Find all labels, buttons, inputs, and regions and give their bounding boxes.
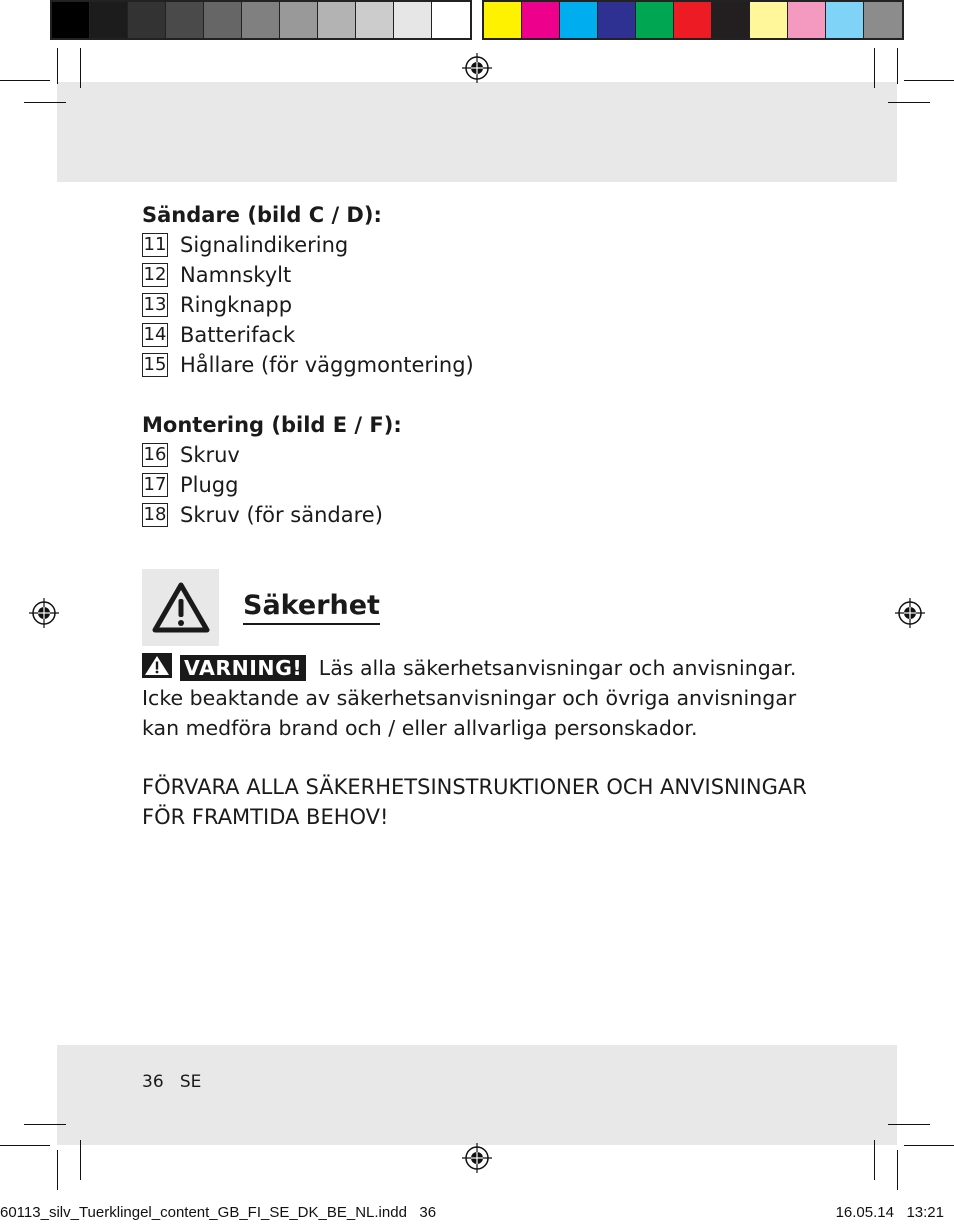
item-number: 17 bbox=[143, 474, 167, 495]
crop-mark bbox=[904, 80, 954, 81]
slug-file-info: 60113_silv_Tuerklingel_content_GB_FI_SE_DK_BE_NL.indd 36 bbox=[0, 1204, 437, 1221]
crop-mark bbox=[888, 102, 930, 103]
list-item bbox=[142, 260, 832, 290]
color-swatch bbox=[356, 2, 394, 38]
registration-mark-icon bbox=[29, 598, 59, 628]
item-number: 18 bbox=[143, 504, 167, 525]
page-number: 36 bbox=[142, 1072, 164, 1092]
color-bar-grayscale bbox=[50, 0, 472, 40]
warning-label: VARNING! bbox=[180, 655, 306, 681]
transmitter-heading: Sändare (bild C / D): bbox=[142, 203, 382, 227]
color-swatch bbox=[636, 2, 674, 38]
storage-notice: FÖRVARA ALLA SÄKERHETSINSTRUKTIONER OCH ANVISNINGAR FÖR FRAMTIDA BEHOV! bbox=[142, 775, 807, 829]
warning-text: Läs alla säkerhetsanvisningar och anvisningar. Icke beaktande av säkerhetsanvisningar och övriga anvisningar kan medföra brand och / eller allvarliga personskador. bbox=[142, 656, 797, 740]
crop-mark bbox=[24, 1124, 66, 1125]
parts-lists bbox=[142, 200, 832, 530]
footer-band bbox=[57, 1045, 897, 1145]
list-item bbox=[142, 350, 832, 380]
color-swatch bbox=[864, 2, 902, 38]
crop-mark bbox=[904, 1145, 954, 1146]
crop-mark bbox=[0, 80, 50, 81]
color-swatch bbox=[712, 2, 750, 38]
list-item bbox=[142, 440, 832, 470]
color-swatch bbox=[522, 2, 560, 38]
item-number: 11 bbox=[143, 234, 167, 255]
mounting-heading: Montering (bild E / F): bbox=[142, 413, 402, 437]
item-label: Plugg bbox=[180, 473, 239, 497]
crop-mark bbox=[897, 48, 898, 84]
item-label: Signalindikering bbox=[180, 233, 349, 257]
page-footer bbox=[142, 1072, 201, 1092]
item-number: 13 bbox=[143, 294, 167, 315]
color-swatch bbox=[204, 2, 242, 38]
color-bar-colors bbox=[482, 0, 904, 40]
list-item bbox=[142, 230, 832, 260]
color-swatch bbox=[394, 2, 432, 38]
color-swatch bbox=[318, 2, 356, 38]
warning-triangle-icon bbox=[142, 569, 219, 646]
item-number: 14 bbox=[143, 324, 167, 345]
list-item bbox=[142, 500, 832, 530]
color-swatch bbox=[242, 2, 280, 38]
registration-mark-icon bbox=[462, 1143, 492, 1173]
color-swatch bbox=[432, 2, 470, 38]
crop-mark bbox=[57, 48, 58, 84]
item-label: Skruv (för sändare) bbox=[180, 503, 383, 527]
color-swatch bbox=[826, 2, 864, 38]
registration-mark-icon bbox=[895, 598, 925, 628]
slug-date: 16.05.14 13:21 bbox=[835, 1204, 944, 1221]
language-code: SE bbox=[179, 1072, 202, 1092]
color-swatch bbox=[674, 2, 712, 38]
warning-small-icon bbox=[142, 653, 172, 678]
color-swatch bbox=[128, 2, 166, 38]
crop-mark bbox=[888, 1124, 930, 1125]
item-label: Skruv bbox=[180, 443, 240, 467]
crop-mark bbox=[874, 1140, 875, 1180]
header-band bbox=[57, 82, 897, 182]
registration-mark-icon bbox=[462, 53, 492, 83]
item-number: 15 bbox=[143, 354, 167, 375]
item-label: Batterifack bbox=[180, 323, 296, 347]
item-label: Hållare (för väggmontering) bbox=[180, 353, 474, 377]
crop-mark bbox=[57, 1150, 58, 1190]
item-number: 12 bbox=[143, 264, 167, 285]
color-swatch bbox=[166, 2, 204, 38]
crop-mark bbox=[874, 48, 875, 88]
color-swatch bbox=[52, 2, 90, 38]
warning-paragraph bbox=[142, 653, 832, 743]
item-label: Namnskylt bbox=[180, 263, 292, 287]
crop-mark bbox=[24, 102, 66, 103]
color-swatch bbox=[90, 2, 128, 38]
crop-mark bbox=[80, 48, 81, 88]
safety-title: Säkerhet bbox=[243, 590, 380, 625]
color-swatch bbox=[560, 2, 598, 38]
color-swatch bbox=[280, 2, 318, 38]
list-item bbox=[142, 470, 832, 500]
safety-section-header bbox=[142, 569, 380, 646]
item-label: Ringknapp bbox=[180, 293, 293, 317]
list-item bbox=[142, 290, 832, 320]
color-swatch bbox=[598, 2, 636, 38]
item-number: 16 bbox=[143, 444, 167, 465]
color-swatch bbox=[484, 2, 522, 38]
crop-mark bbox=[897, 1150, 898, 1190]
list-item bbox=[142, 320, 832, 350]
crop-mark bbox=[0, 1145, 50, 1146]
crop-mark bbox=[80, 1140, 81, 1180]
color-swatch bbox=[750, 2, 788, 38]
color-swatch bbox=[788, 2, 826, 38]
